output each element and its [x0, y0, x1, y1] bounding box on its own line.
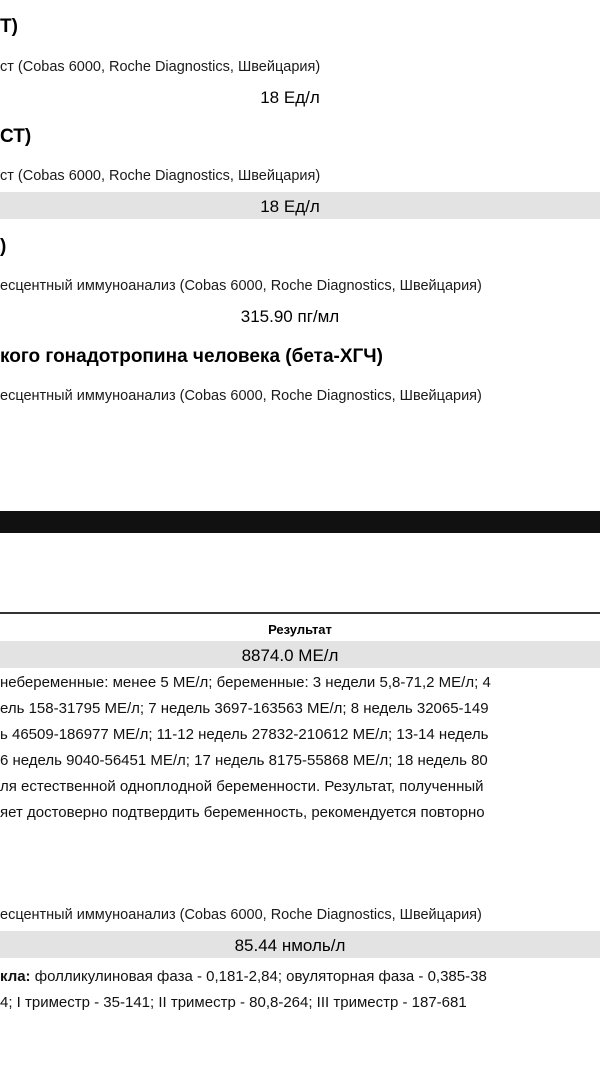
test-heading-2: СТ): [0, 126, 32, 147]
reference-text: фолликулиновая фаза - 0,181-2,84; овуляторная фаза - 0,385-38: [30, 968, 487, 985]
reference-line-5: ля естественной одноплодной беременности. Результат, полученный: [0, 778, 484, 795]
test-method-3: есцентный иммуноанализ (Cobas 6000, Roche Diagnostics, Швейцария): [0, 278, 482, 294]
next-test-result: 85.44 нмоль/л: [234, 936, 346, 955]
next-reference-line-1: [0, 968, 487, 985]
next-test-method: есцентный иммуноанализ (Cobas 6000, Roche Diagnostics, Швейцария): [0, 907, 482, 923]
test-result-3: 315.90 пг/мл: [240, 307, 340, 326]
test-heading-4: кого гонадотропина человека (бета-ХГЧ): [0, 346, 383, 367]
section-separator-bar: [0, 511, 600, 533]
next-reference-line-2: 4; I триместр - 35-141; II триместр - 80,8-264; III триместр - 187-681: [0, 994, 467, 1011]
reference-line-6: яет достоверно подтвердить беременность, рекомендуется повторно: [0, 804, 485, 821]
hcg-result: 8874.0 МЕ/л: [241, 646, 339, 665]
table-top-rule: [0, 612, 600, 614]
reference-line-3: ь 46509-186977 МЕ/л; 11-12 недель 27832-210612 МЕ/л; 13-14 недель: [0, 726, 489, 743]
result-column-header: Результат: [268, 622, 332, 637]
reference-line-2: ель 158-31795 МЕ/л; 7 недель 3697-163563 МЕ/л; 8 недель 32065-149: [0, 700, 489, 717]
test-method-2: ст (Cobas 6000, Roche Diagnostics, Швейцария): [0, 168, 321, 184]
test-heading-1: Т): [0, 16, 18, 37]
reference-line-1: небеременные: менее 5 МЕ/л; беременные: 3 недели 5,8-71,2 МЕ/л; 4: [0, 674, 491, 691]
test-method-1: ст (Cobas 6000, Roche Diagnostics, Швейцария): [0, 59, 321, 75]
reference-line-4: 6 недель 9040-56451 МЕ/л; 17 недель 8175-55868 МЕ/л; 18 недель 80: [0, 752, 488, 769]
test-result-1: 18 Ед/л: [260, 88, 320, 107]
test-heading-3: ): [0, 236, 7, 257]
reference-label: кла:: [0, 968, 31, 985]
test-result-2: 18 Ед/л: [260, 197, 320, 216]
test-method-4: есцентный иммуноанализ (Cobas 6000, Roche Diagnostics, Швейцария): [0, 388, 482, 404]
